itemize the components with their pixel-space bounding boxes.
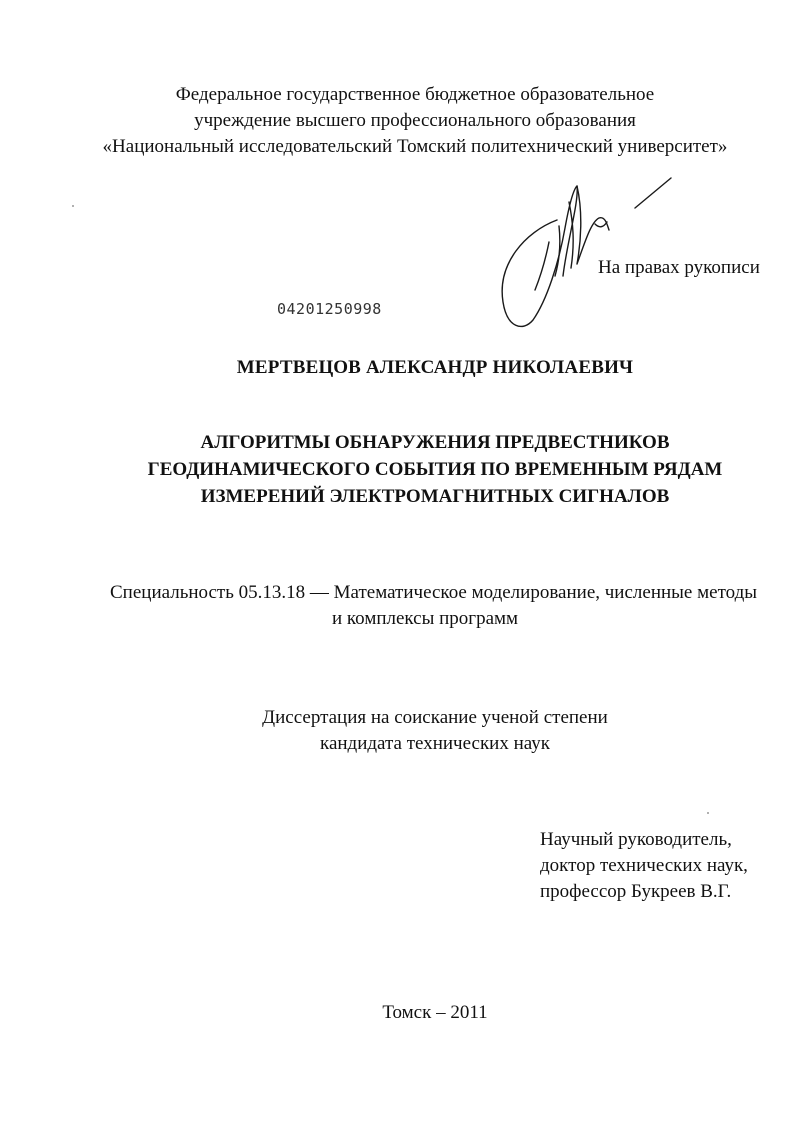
dissertation-title: [40, 429, 795, 510]
title-line-1: АЛГОРИТМЫ ОБНАРУЖЕНИЯ ПРЕДВЕСТНИКОВ: [200, 432, 670, 453]
scientific-advisor: [540, 827, 748, 905]
scan-speck: [72, 205, 74, 207]
org-line-1: Федеральное государственное бюджетное образовательное: [175, 84, 655, 105]
city-year: Томск – 2011: [382, 1002, 488, 1023]
registration-number: 04201250998: [277, 300, 382, 318]
degree-line-2: кандидата технических наук: [320, 733, 550, 754]
org-line-3: «Национальный исследовательский Томский политехнический университет»: [102, 136, 728, 157]
advisor-name: профессор Букреев В.Г.: [540, 881, 732, 902]
specialty-line-2: и комплексы программ: [332, 608, 519, 629]
title-line-2: ГЕОДИНАМИЧЕСКОГО СОБЫТИЯ ПО ВРЕМЕННЫМ РЯДАМ: [147, 459, 723, 480]
organization-header: [40, 82, 790, 160]
specialty-line-1: Специальность 05.13.18 — Математическое моделирование, численные методы: [110, 582, 758, 603]
specialty: [110, 580, 760, 632]
title-line-3: ИЗМЕРЕНИЙ ЭЛЕКТРОМАГНИТНЫХ СИГНАЛОВ: [200, 486, 670, 507]
author-name: МЕРТВЕЦОВ АЛЕКСАНДР НИКОЛАЕВИЧ: [236, 357, 634, 378]
org-line-2: учреждение высшего профессионального образования: [194, 110, 636, 131]
advisor-role: Научный руководитель,: [540, 829, 732, 850]
handwritten-signature-icon: [495, 172, 705, 332]
degree-statement: [40, 705, 795, 757]
scan-speck: [707, 812, 709, 814]
advisor-degree: доктор технических наук,: [540, 855, 748, 876]
degree-line-1: Диссертация на соискание ученой степени: [262, 707, 608, 728]
manuscript-note: На правах рукописи: [598, 257, 760, 278]
